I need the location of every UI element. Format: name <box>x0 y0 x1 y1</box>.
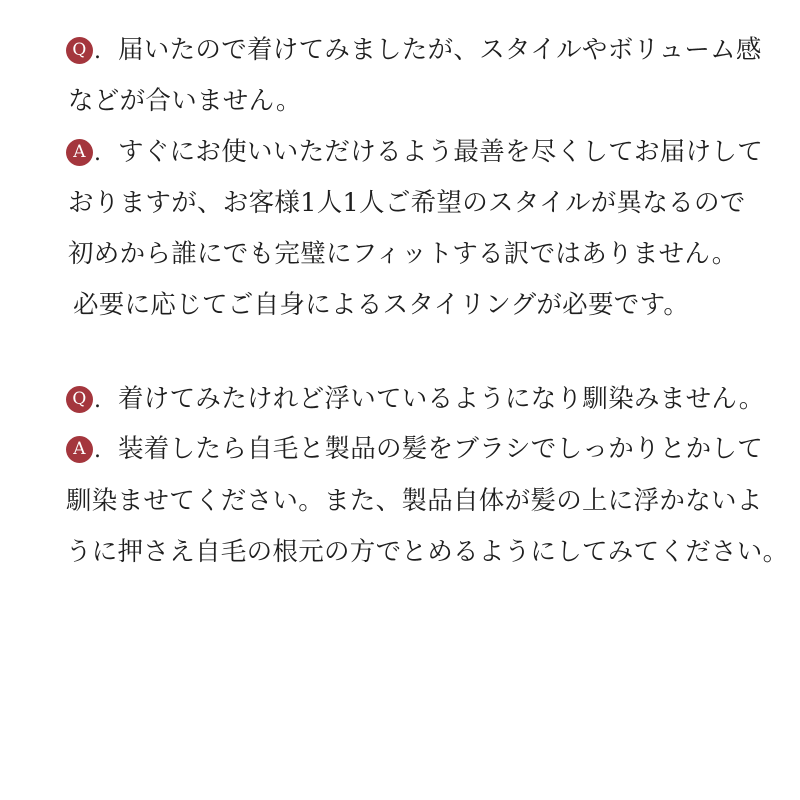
faq-1-question-text-2: などが合いません。 <box>68 86 302 116</box>
answer-badge: A <box>66 139 93 166</box>
question-badge: Q <box>66 37 93 64</box>
faq-2-answer-line-1 <box>66 432 763 468</box>
answer-badge: A <box>66 436 93 463</box>
faq-1-question-line-2 <box>68 84 302 118</box>
faq-2-answer-line-3 <box>66 535 788 569</box>
faq-2-answer-text-3: うに押さえ自毛の根元の方でとめるようにしてみてください。 <box>66 537 789 567</box>
faq-2-question-line-1 <box>66 382 765 418</box>
faq-1-answer-line-4 <box>73 288 689 322</box>
question-dot: . <box>94 39 102 64</box>
faq-1-answer-text-3: 初めから誰にでも完璧にフィットする訳ではありません。 <box>68 239 738 269</box>
faq-1-answer-line-1 <box>66 135 763 171</box>
faq-1-question-text-1: 届いたので着けてみましたが、スタイルやボリューム感 <box>118 35 762 65</box>
faq-1-question-line-1 <box>66 33 762 69</box>
faq-2-answer-text-2: 馴染ませてください。また、製品自体が髪の上に浮かないよ <box>66 486 763 516</box>
answer-dot: . <box>94 438 102 463</box>
question-badge: Q <box>66 386 93 413</box>
faq-2-answer-line-2 <box>66 484 763 518</box>
faq-2-question-text-1: 着けてみたけれど浮いているようになり馴染みません。 <box>118 384 765 414</box>
faq-1-answer-line-3 <box>68 237 738 271</box>
answer-dot: . <box>94 141 102 166</box>
faq-2-answer-text-1: 装着したら自毛と製品の髪をブラシでしっかりとかして <box>118 434 764 464</box>
faq-1-answer-text-2: おりますが、お客様1人1人ご希望のスタイルが異なるので <box>68 188 746 218</box>
faq-1-answer-text-4: 必要に応じてご自身によるスタイリングが必要です。 <box>73 290 690 320</box>
faq-1-answer-line-2 <box>68 186 746 220</box>
faq-1-answer-text-1: すぐにお使いいただけるよう最善を尽くしてお届けして <box>118 137 764 167</box>
question-dot: . <box>94 388 102 413</box>
